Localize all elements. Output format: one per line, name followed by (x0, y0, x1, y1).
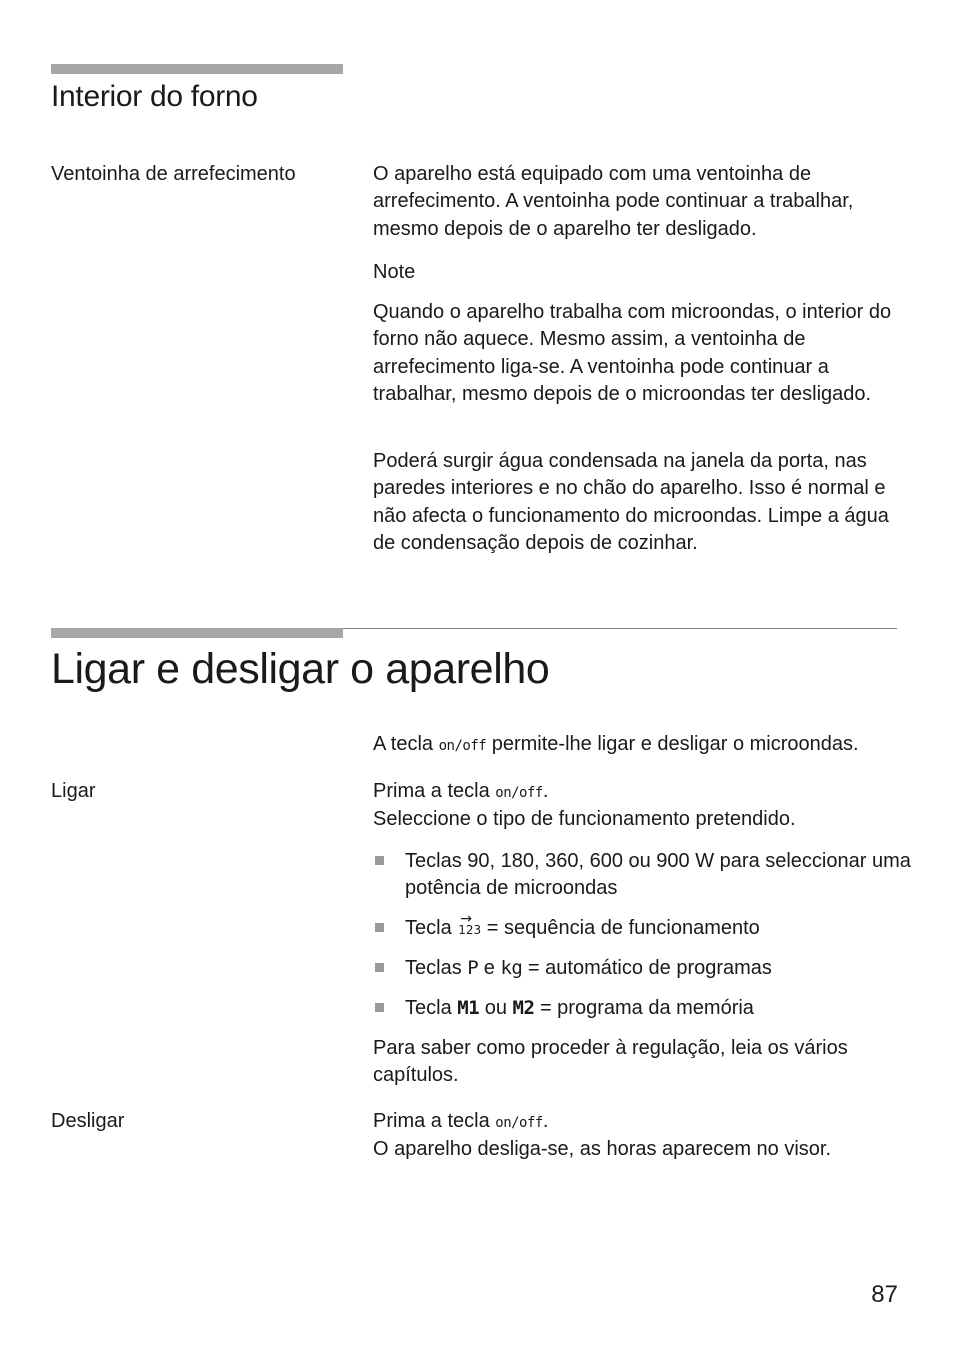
key-onoff: on/off (495, 785, 543, 801)
desligar-line1: Prima a tecla on/off. (373, 1110, 549, 1132)
key-m2: M2 (512, 997, 535, 1019)
section-bar-ligar (51, 628, 343, 638)
ligar-line1: Prima a tecla on/off. (373, 780, 549, 802)
sequence-key-icon: → 123 (458, 911, 482, 937)
intro-text: A tecla on/off permite-lhe ligar e desligar o microondas. (373, 733, 859, 755)
paragraph-ventoinha: O aparelho está equipado com uma ventoinha de arrefecimento. A ventoinha pode continuar a trabalhar, mesmo depois de o aparelho ter desligado. (373, 163, 854, 240)
side-label-desligar: Desligar (51, 1110, 125, 1132)
list-item: Tecla → 123 = sequência de funcionamento (373, 915, 913, 942)
key-kg: kg (500, 957, 523, 979)
section-bar-top (51, 64, 343, 74)
side-label-ligar: Ligar (51, 780, 96, 802)
side-label-ventoinha: Ventoinha de arrefecimento (51, 163, 296, 185)
key-m1: M1 (457, 997, 480, 1019)
bullet-square-icon (375, 963, 384, 972)
ligar-closing: Para saber como proceder à regulação, leia os vários capítulos. (373, 1037, 848, 1087)
list-item: Tecla M1 ou M2 = programa da memória (373, 995, 913, 1022)
desligar-line2: O aparelho desliga-se, as horas aparecem no visor. (373, 1138, 832, 1160)
bullet-square-icon (375, 856, 384, 865)
section-rule-ligar (343, 628, 897, 629)
ligar-line2: Seleccione o tipo de funcionamento pretendido. (373, 808, 796, 830)
bullet-square-icon (375, 923, 384, 932)
bullet-square-icon (375, 1003, 384, 1012)
note-text: Quando o aparelho trabalha com microondas, o interior do forno não aquece. Mesmo assim, a ventoinha de arrefecimento liga-se. A ventoinha pode continuar a trabalhar, mesmo depois de o microondas ter desligado. (373, 301, 892, 405)
list-item: Teclas P e kg = automático de programas (373, 955, 913, 982)
list-item: Teclas 90, 180, 360, 600 ou 900 W para seleccionar uma potência de microondas (373, 848, 913, 902)
page-number: 87 (871, 1281, 898, 1308)
paragraph-condensacao: Poderá surgir água condensada na janela da porta, nas paredes interiores e no chão do aparelho. Isso é normal e não afecta o funcionamento do microondas. Limpe a água de condensação depois de cozinhar. (373, 450, 889, 554)
key-onoff: on/off (438, 738, 487, 754)
key-onoff: on/off (495, 1115, 543, 1131)
note-label: Note (373, 261, 416, 283)
section-title-ligar-desligar: Ligar e desligar o aparelho (51, 645, 550, 693)
key-p: P (467, 957, 479, 979)
section-title-interior: Interior do forno (51, 80, 258, 113)
